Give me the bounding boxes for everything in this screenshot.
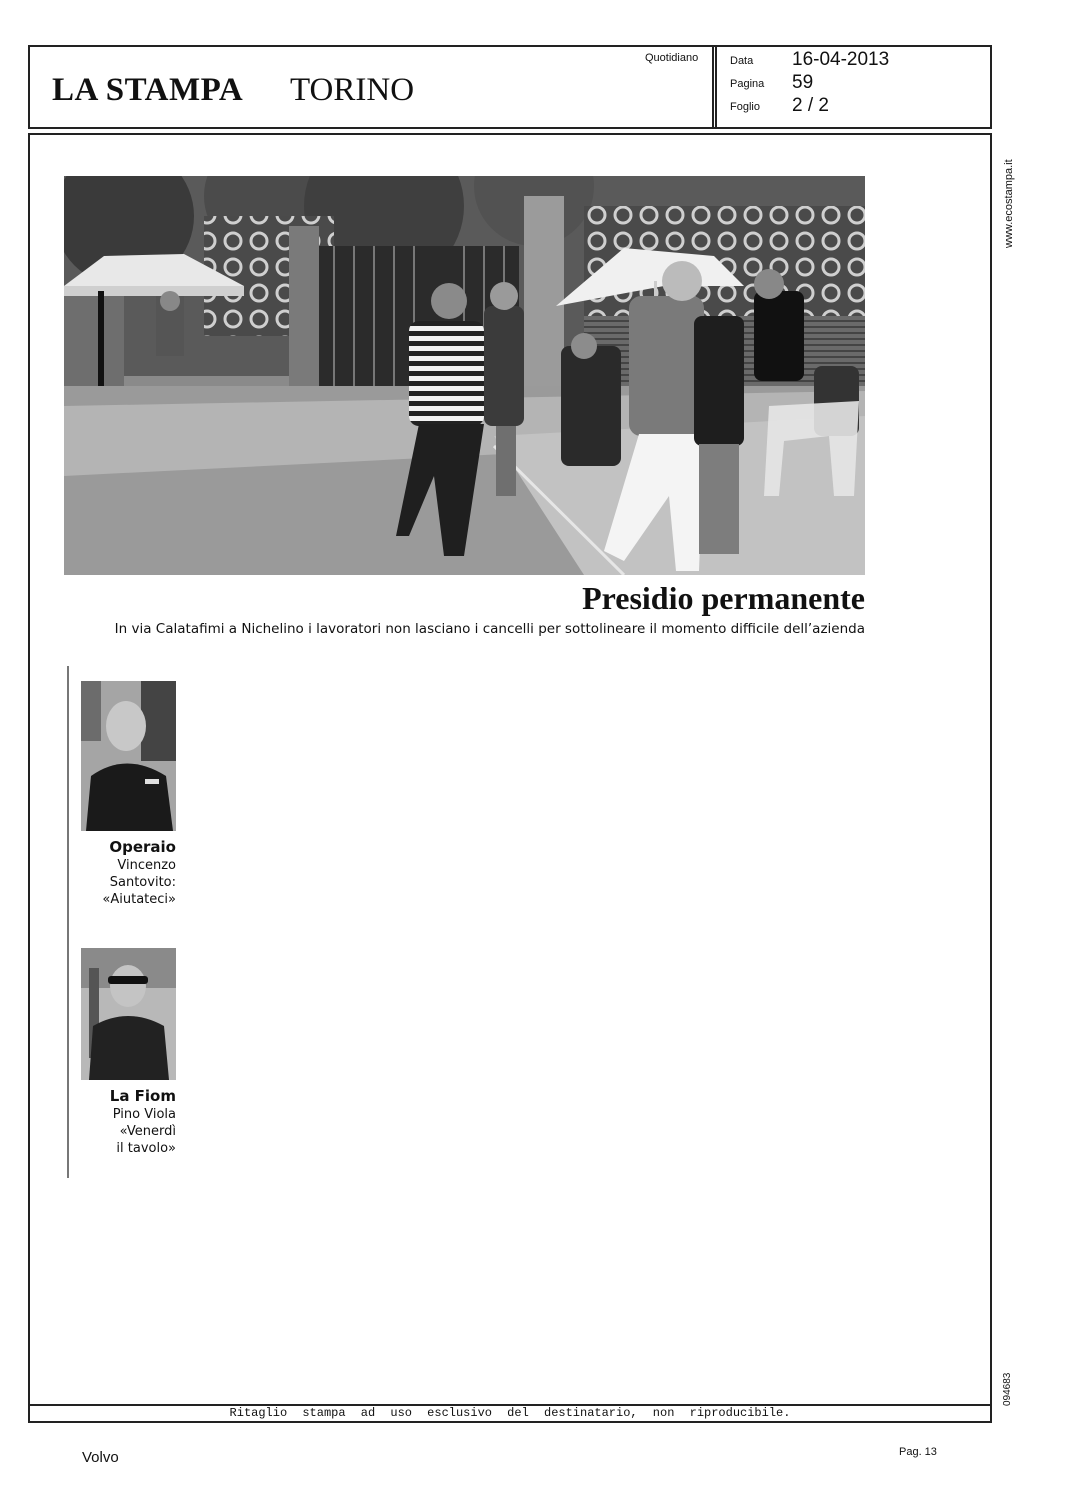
- sidebar-title: Operaio: [109, 838, 176, 856]
- headline: Presidio permanente: [582, 580, 865, 616]
- header-divider: [712, 45, 717, 129]
- portrait-fiom: [81, 948, 176, 1080]
- sidebar-entry-operaio: [70, 838, 176, 908]
- sheet-value: 2 / 2: [792, 95, 829, 116]
- side-code: 094683: [1002, 1372, 1013, 1406]
- sidebar-line: Vincenzo: [117, 858, 176, 873]
- footer-page-number: Pag. 13: [899, 1446, 937, 1458]
- sidebar-rule: [67, 666, 69, 1178]
- sidebar-line: «Aiutateci»: [102, 892, 176, 907]
- date-value: 16-04-2013: [792, 49, 890, 70]
- masthead-city: TORINO: [290, 72, 415, 108]
- publication-type: Quotidiano: [645, 52, 699, 64]
- sheet-label: Foglio: [730, 101, 760, 113]
- photo-caption: In via Calatafimi a Nichelino i lavoratori non lasciano i cancelli per sottolineare il momento difficile dell’azienda: [114, 621, 865, 637]
- page-label: Pagina: [730, 78, 765, 90]
- sidebar-line: «Venerdì: [119, 1124, 176, 1139]
- footer-client: Volvo: [82, 1449, 119, 1466]
- sidebar-entry-fiom: [70, 1087, 176, 1157]
- date-label: Data: [730, 55, 754, 67]
- side-url: www.ecostampa.it: [1003, 159, 1015, 248]
- sidebar-line: Pino Viola: [112, 1107, 176, 1122]
- main-photo: [64, 176, 865, 575]
- sidebar-line: il tavolo»: [116, 1141, 176, 1156]
- masthead-name: LA STAMPA: [52, 72, 244, 108]
- disclaimer: Ritaglio stampa ad uso esclusivo del destinatario, non riproducibile.: [229, 1406, 791, 1420]
- page-value: 59: [792, 72, 814, 93]
- sidebar-title: La Fiom: [109, 1087, 176, 1105]
- sidebar-line: Santovito:: [109, 875, 176, 890]
- portrait-operaio: [81, 681, 176, 831]
